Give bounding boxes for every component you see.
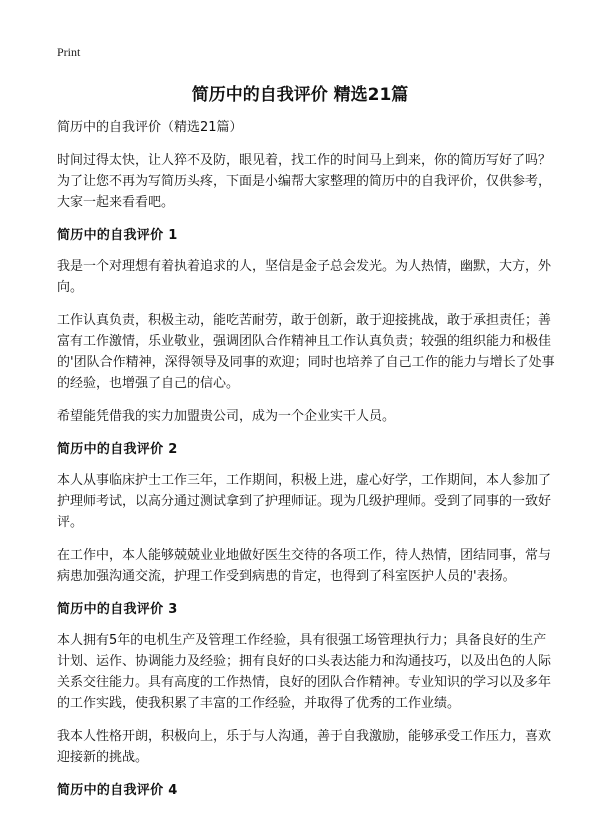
section-1: [57, 225, 557, 427]
article-body: [57, 117, 557, 811]
section-3: [57, 599, 557, 768]
section-paragraph: 我是一个对理想有着执着追求的人，坚信是金子总会发光。为人热情，幽默，大方，外向。: [57, 259, 552, 295]
section-4: [57, 780, 557, 801]
section-paragraph: 我本人性格开朗，积极向上，乐于与人沟通，善于自我激励，能够承受工作压力，喜欢迎接新的挑战。: [57, 729, 552, 765]
section-heading: 简历中的自我评价 3: [57, 602, 178, 617]
section-heading: 简历中的自我评价 2: [57, 442, 178, 457]
section-paragraph: 希望能凭借我的实力加盟贵公司，成为一个企业实干人员。: [57, 409, 396, 424]
article-subtitle: 简历中的自我评价（精选21篇）: [57, 120, 243, 135]
section-paragraph: 在工作中，本人能够兢兢业业地做好医生交待的各项工作，待人热情，团结同事，常与病患加强沟通交流，护理工作受到病患的肯定，也得到了科室医护人员的'表扬。: [57, 548, 552, 584]
section-heading: 简历中的自我评价 4: [57, 783, 178, 798]
page-title: 简历中的自我评价 精选21篇: [191, 85, 409, 105]
section-paragraph: 工作认真负责，积极主动，能吃苦耐劳，敢于创新，敢于迎接挑战，敢于承担责任；善富有工作激情，乐业敬业，强调团队合作精神且工作认真负责；较强的组织能力和极佳的'团队合作精神，深得领导及同事的欢迎；同时也培养了自己工作的能力与增长了处事的经验，也增强了自己的信心。: [57, 313, 555, 391]
print-link[interactable]: Print: [57, 45, 81, 59]
section-heading: 简历中的自我评价 1: [57, 228, 178, 243]
section-paragraph: 本人从事临床护士工作三年，工作期间，积极上进，虚心好学，工作期间，本人参加了护理师考试，以高分通过测试拿到了护理师证。现为几级护理师。受到了同事的一致好评。: [57, 473, 552, 530]
section-2: [57, 439, 557, 587]
intro-paragraph: 时间过得太快，让人猝不及防，眼见着，找工作的时间马上到来，你的简历写好了吗？为了让您不再为写简历头疼，下面是小编帮大家整理的简历中的自我评价，仅供参考，大家一起来看看吧。: [57, 153, 552, 210]
section-paragraph: 本人拥有5年的电机生产及管理工作经验，具有很强工场管理执行力；具备良好的生产计划、运作、协调能力及经验；拥有良好的口头表达能力和沟通技巧，以及出色的人际关系交往能力。具有高度的工作热情，良好的团队合作精神。专业知识的学习以及多年的工作实践，使我积累了丰富的工作经验，并取得了优秀的工作业绩。: [57, 633, 552, 711]
